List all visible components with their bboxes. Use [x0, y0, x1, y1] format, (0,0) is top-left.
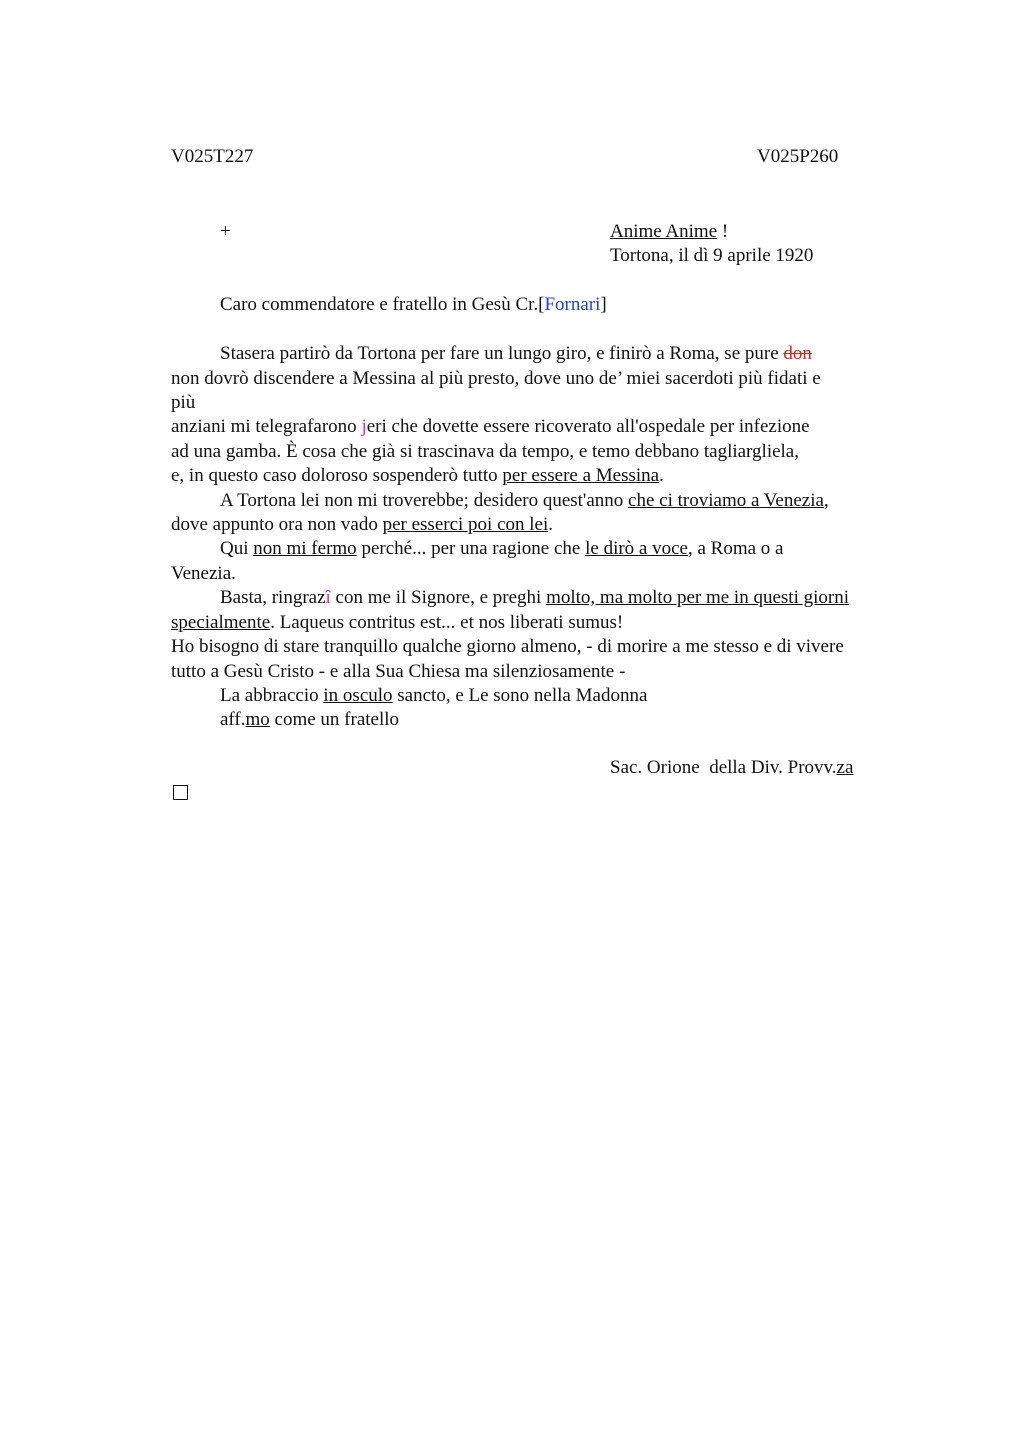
body-line-3: più	[171, 392, 196, 413]
underlined-text: specialmente	[171, 612, 271, 633]
body-line-11	[220, 586, 849, 610]
recipient-name: Fornari	[544, 294, 601, 315]
underlined-text: per essere a Messina	[502, 465, 660, 486]
body-line-6	[171, 464, 664, 488]
body-line-16	[220, 708, 399, 732]
body-line-8	[171, 513, 553, 537]
bracket-open: [	[538, 294, 545, 315]
place-date: Tortona, il dì 9 aprile 1920	[610, 245, 814, 266]
salutation	[220, 293, 607, 317]
motto	[610, 221, 728, 243]
highlighted-letter: î	[325, 587, 331, 608]
text-run: e, in questo caso doloroso sospenderò tutto	[171, 465, 503, 486]
underlined-text: mo	[245, 709, 270, 730]
body-line-12	[171, 611, 623, 635]
text-run: sancto, e Le sono nella Madonna	[392, 685, 648, 706]
text-run: con me il Signore, e preghi	[330, 587, 547, 608]
text-run: . Laqueus contritus est... et nos liberati sumus!	[270, 612, 624, 633]
bracket-close: ]	[600, 294, 607, 315]
motto-punct: !	[717, 221, 729, 242]
body-line-13: Ho bisogno di stare tranquillo qualche giorno almeno, - di morire a me stesso e di vivere	[171, 636, 844, 657]
signature-text: Sac. Orione della Div. Provv.	[610, 757, 837, 778]
text-run: aff.	[220, 709, 246, 730]
text-run: .	[548, 514, 553, 535]
underlined-text: non mi fermo	[253, 538, 357, 559]
text-run: dove appunto ora non vado	[171, 514, 383, 535]
text-run: .	[659, 465, 664, 486]
underlined-text: in osculo	[323, 685, 393, 706]
body-line-15	[220, 684, 647, 708]
text-run: Stasera partirò da Tortona per fare un lungo giro, e finirò a Roma, se pure	[220, 343, 784, 364]
text-run: perché... per una ragione che	[356, 538, 586, 559]
text-run: anziani mi telegrafarono	[171, 416, 362, 437]
body-line-1	[220, 342, 812, 366]
text-run: A Tortona lei non mi troverebbe; desidero quest'anno	[220, 490, 629, 511]
checkbox-square-icon	[173, 785, 188, 800]
text-run: ,	[823, 490, 829, 511]
body-line-4	[171, 415, 810, 439]
document-code-right: V025P260	[757, 146, 839, 167]
document-code-left: V025T227	[171, 146, 254, 167]
text-run: eri che dovette essere ricoverato all'ospedale per infezione	[366, 416, 810, 437]
text-run: , a Roma o a	[687, 538, 784, 559]
cross-symbol: +	[220, 221, 231, 242]
salutation-text: Caro commendatore e fratello in Gesù Cr.	[220, 294, 539, 315]
highlighted-letter: j	[361, 416, 367, 437]
body-line-9	[220, 537, 784, 561]
deleted-word: don	[783, 343, 812, 364]
text-run: come un fratello	[269, 709, 400, 730]
body-line-2: non dovrò discendere a Messina al più presto, dove uno de’ miei sacerdoti più fidati e	[171, 368, 821, 389]
body-line-5: ad una gamba. È cosa che già si trascinava da tempo, e temo debbano tagliargliela,	[171, 441, 799, 462]
body-line-7	[220, 489, 829, 513]
body-line-14: tutto a Gesù Cristo - e alla Sua Chiesa ma silenziosamente -	[171, 661, 626, 682]
body-line-10: Venezia.	[171, 563, 236, 584]
text-run: La abbraccio	[220, 685, 324, 706]
underlined-text: molto, ma molto per me in questi giorni	[546, 587, 849, 608]
text-run: Qui	[220, 538, 254, 559]
underlined-text: per esserci poi con lei	[382, 514, 549, 535]
underlined-text: le dirò a voce	[585, 538, 688, 559]
text-run: Basta, ringraz	[220, 587, 326, 608]
signature	[610, 757, 853, 779]
signature-suffix: za	[836, 757, 854, 778]
motto-text: Anime Anime	[610, 221, 718, 242]
underlined-text: che ci troviamo a Venezia	[628, 490, 824, 511]
